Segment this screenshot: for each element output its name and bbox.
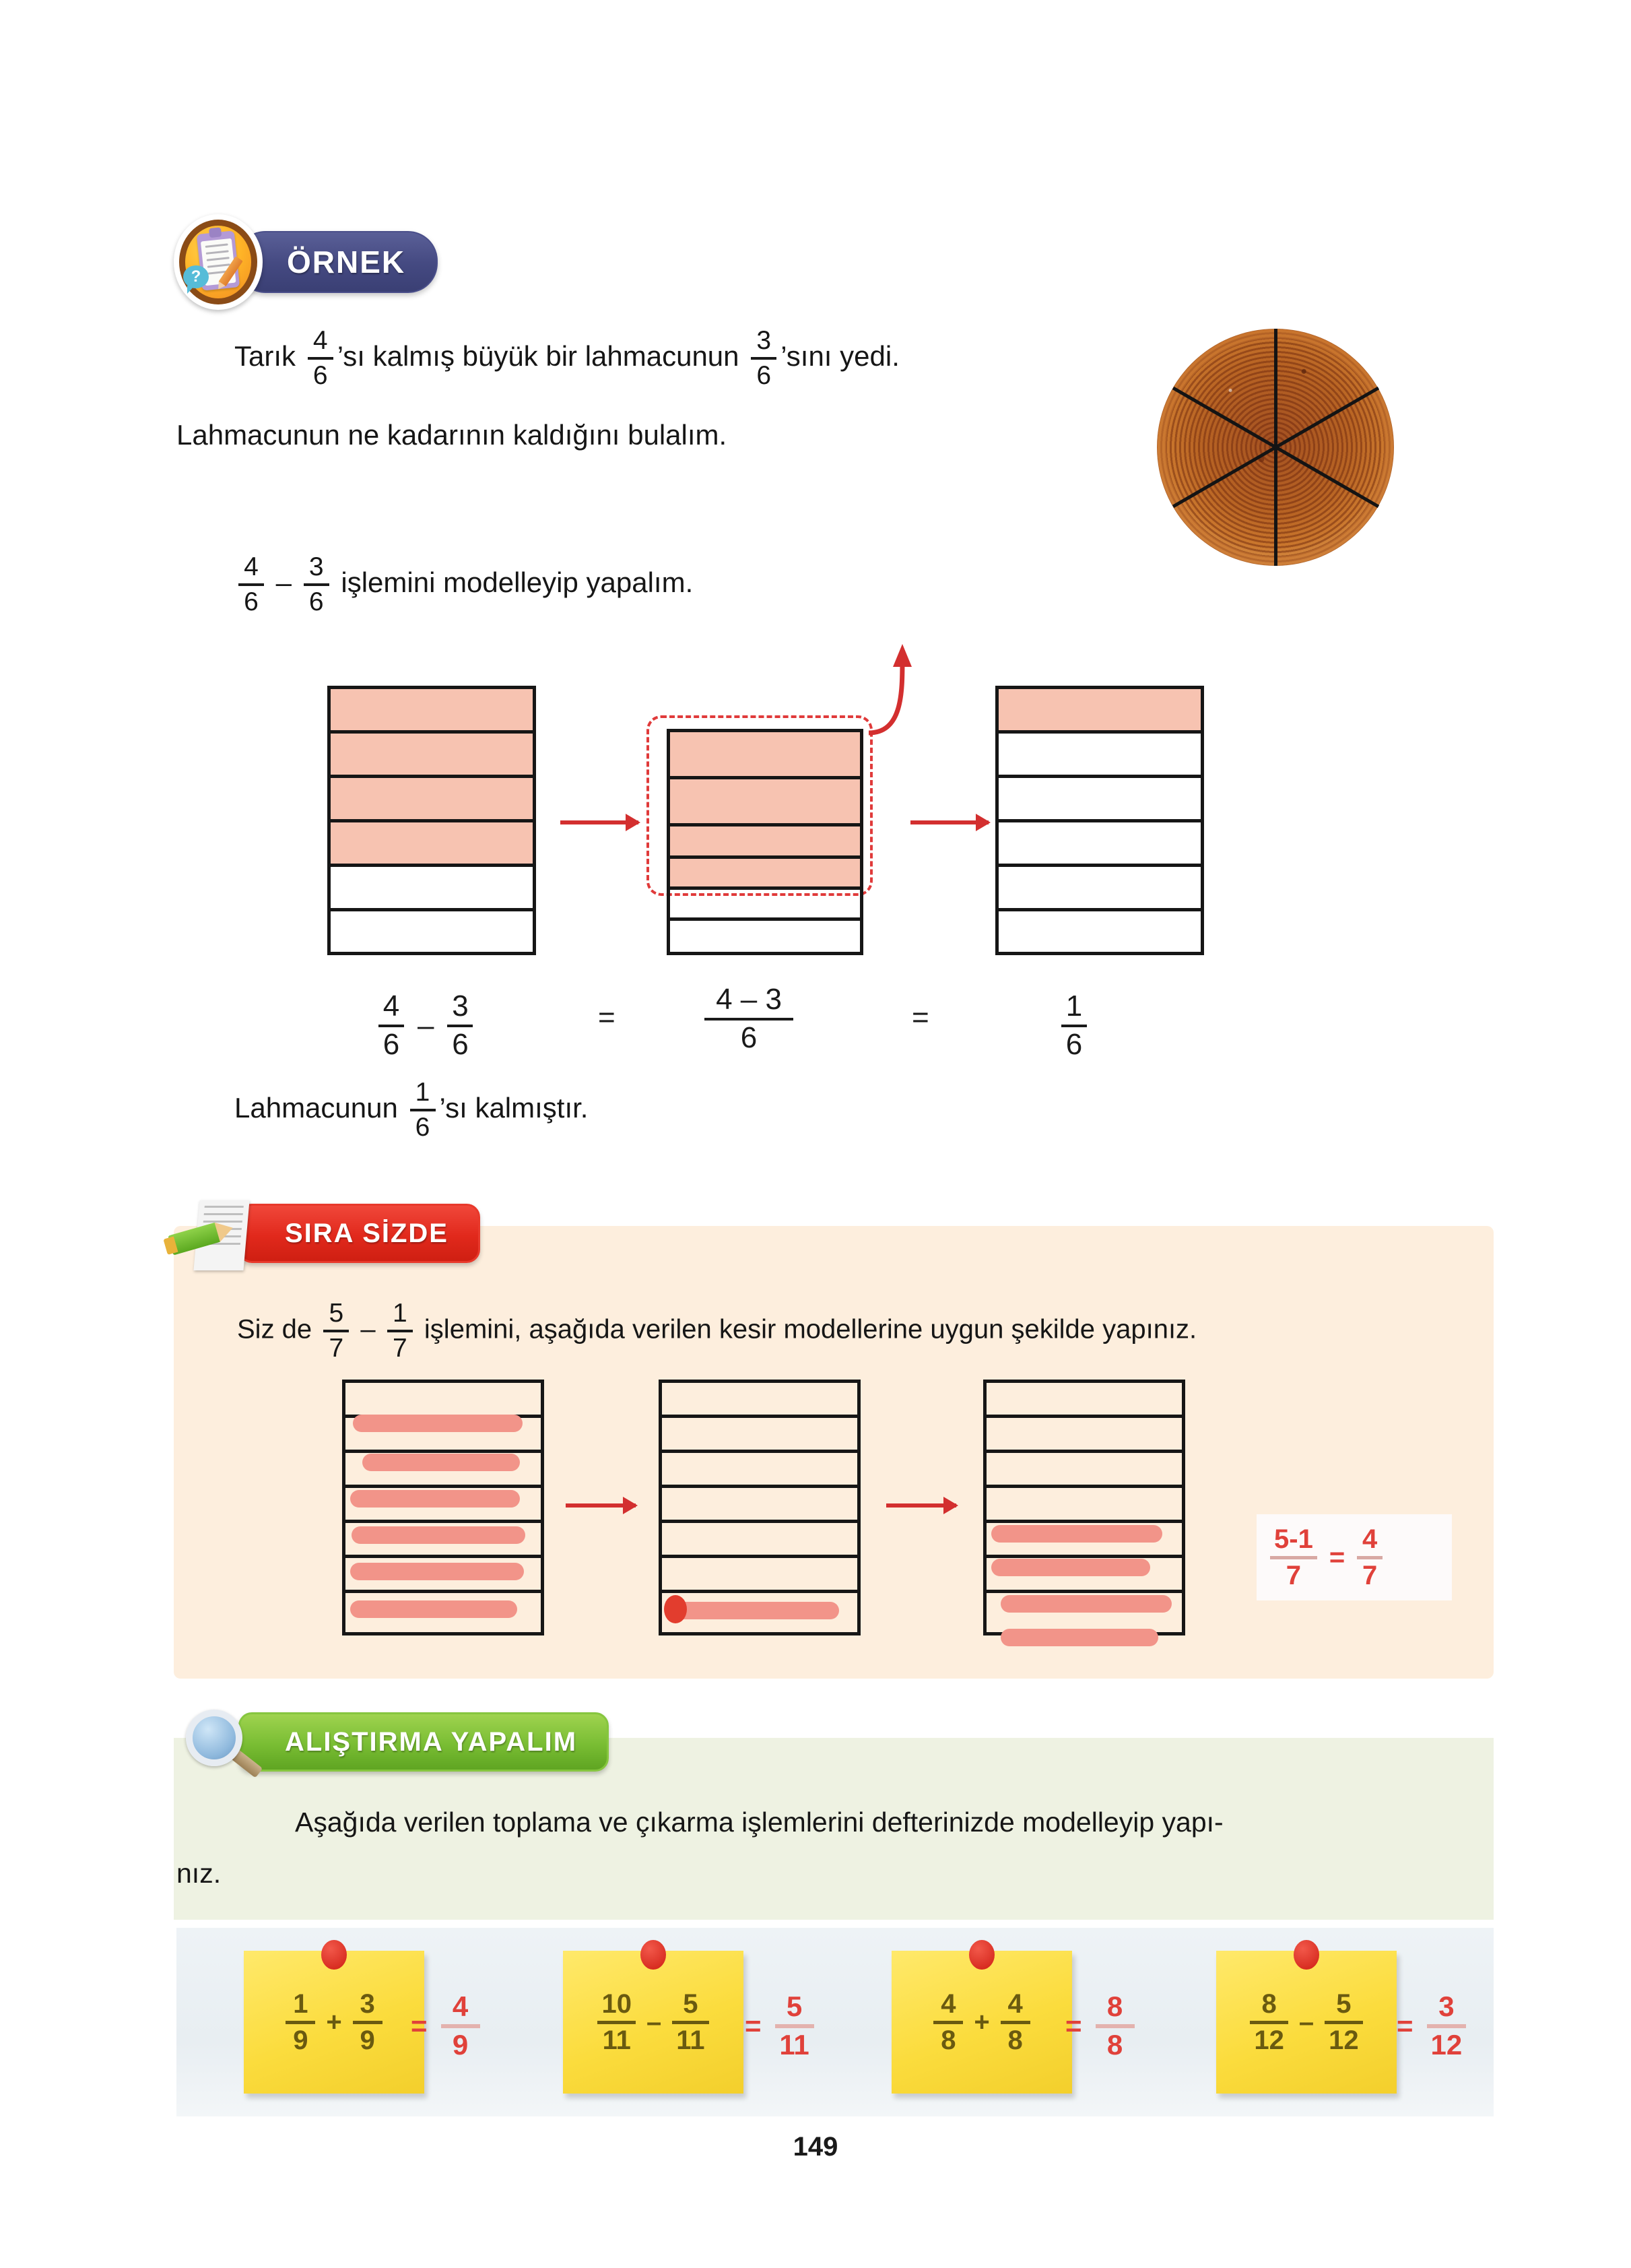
- ornek-banner: [174, 214, 438, 310]
- hand-fraction-right: 4 7: [1357, 1526, 1383, 1590]
- arrow-right-2: [910, 820, 989, 824]
- alistirma-instruction-line2: nız.: [176, 1858, 222, 1889]
- ornek-label: ÖRNEK: [287, 245, 406, 280]
- note4-operator: –: [1298, 2007, 1314, 2037]
- note1-fraction-b: 3 9: [353, 1990, 382, 2054]
- intro-operator: –: [275, 566, 292, 598]
- sira-sizde-banner: [174, 1194, 480, 1273]
- sira-bar-2: [659, 1380, 861, 1635]
- sira-bar3-stroke-2: [991, 1559, 1150, 1576]
- note-expression-3: [929, 1990, 1034, 2054]
- sira-stroke-1: [353, 1415, 523, 1432]
- model-bar-3: [995, 686, 1204, 955]
- note2-equals: =: [745, 2009, 762, 2042]
- sira-stroke-2: [362, 1454, 520, 1471]
- sentence-part-1: Tarık: [234, 339, 296, 372]
- clipboard-pencil-icon: [174, 214, 263, 310]
- eq-equals-2: =: [912, 1001, 929, 1034]
- model-bar-2-top: [667, 729, 863, 877]
- task-part-2: işlemini, aşağıda verilen kesir modellerine uygun şekilde yapınız.: [424, 1314, 1197, 1344]
- sira-sizde-ribbon: [238, 1204, 480, 1263]
- sira-stroke-3: [350, 1490, 520, 1508]
- model-bar-1: [327, 686, 536, 955]
- note4-equals: =: [1397, 2009, 1413, 2042]
- eq-fraction-d: $\frac{1}{6}$: [1061, 992, 1087, 1060]
- sira-handwritten-answer: [1257, 1514, 1452, 1600]
- sticky-note-4: [1216, 1951, 1397, 2094]
- alistirma-ribbon: [238, 1712, 609, 1772]
- sticky-notes-strip: [176, 1928, 1494, 2116]
- note4-fraction-a: 8 12: [1250, 1990, 1288, 2054]
- alistirma-banner: [176, 1704, 609, 1780]
- curved-callout-arrow: [855, 632, 950, 767]
- hand-fraction-left: 5-1 7: [1270, 1526, 1317, 1590]
- sira-bar2-blob: [664, 1595, 687, 1623]
- note1-operator: +: [326, 2007, 342, 2037]
- eq-fraction-c: $\frac{4 - 3}{6}$: [704, 985, 793, 1054]
- sira-bar2-stroke-1: [668, 1602, 839, 1619]
- intro-fraction-1: $\frac{4}{6}$: [238, 554, 264, 616]
- example-equation: [374, 992, 477, 1060]
- model-bar-2-bottom: [667, 855, 863, 955]
- note4-answer-fraction: 3 12: [1427, 1992, 1467, 2060]
- eq-fraction-b: $\frac{3}{6}$: [447, 992, 473, 1060]
- model-intro-line: [234, 554, 693, 616]
- pin-icon: [640, 1940, 666, 1970]
- notepad-pencil-icon: [174, 1194, 261, 1273]
- note1-equals: =: [411, 2009, 428, 2042]
- note-answer-3: [1065, 1992, 1139, 2060]
- task-operator: –: [360, 1314, 376, 1344]
- sira-stroke-4: [352, 1526, 525, 1544]
- sira-bar3-stroke-4: [1001, 1629, 1158, 1646]
- note3-fraction-b: 4 8: [1001, 1990, 1030, 2054]
- note-expression-2: [593, 1990, 712, 2054]
- sira-stroke-6: [350, 1600, 517, 1618]
- pin-icon: [321, 1940, 347, 1970]
- sira-sizde-label: SIRA SİZDE: [285, 1218, 448, 1248]
- arrow-right-1: [560, 820, 638, 824]
- example-sentence-line2: Lahmacunun ne kadarının kaldığını bulalım.: [176, 419, 727, 451]
- note-expression-1: [281, 1990, 386, 2054]
- conclusion-part-2: ’sı kalmıştır.: [439, 1091, 589, 1124]
- note2-fraction-a: 10 11: [597, 1990, 636, 2054]
- note1-answer-fraction: 4 9: [441, 1992, 480, 2060]
- sira-bar3-stroke-3: [1001, 1595, 1172, 1613]
- sticky-note-3: [892, 1951, 1072, 2094]
- conclusion-fraction: $\frac{1}{6}$: [410, 1079, 436, 1141]
- note2-answer-fraction: 5 11: [775, 1992, 814, 2060]
- note3-equals: =: [1065, 2009, 1082, 2042]
- intro-fraction-2: $\frac{3}{6}$: [304, 554, 329, 616]
- intro-text: işlemini modelleyip yapalım.: [341, 566, 694, 598]
- task-fraction-2: $\frac{1}{7}$: [387, 1300, 413, 1362]
- pin-icon: [1294, 1940, 1319, 1970]
- note4-fraction-b: 5 12: [1325, 1990, 1363, 2054]
- alistirma-instruction-line1: Aşağıda verilen toplama ve çıkarma işlemlerini defterinizde modelleyip yapı-: [295, 1807, 1224, 1838]
- ornek-label-plate: [236, 231, 438, 293]
- note2-fraction-b: 5 11: [672, 1990, 708, 2054]
- note1-fraction-a: 1 9: [286, 1990, 315, 2054]
- eq-equals-1: =: [598, 1001, 615, 1034]
- note3-fraction-a: 4 8: [933, 1990, 963, 2054]
- eq-minus: –: [418, 1008, 434, 1042]
- lahmacun-image: [1157, 329, 1394, 566]
- task-part-1: Siz de: [237, 1314, 312, 1344]
- task-fraction-1: $\frac{5}{7}$: [323, 1300, 349, 1362]
- question-bubble-icon: ?: [183, 265, 209, 288]
- fraction-4-over-6: $\frac{4}{6}$: [308, 327, 333, 389]
- example-conclusion: [234, 1079, 588, 1141]
- note3-operator: +: [974, 2007, 990, 2037]
- sira-arrow-1: [566, 1503, 636, 1508]
- sira-stroke-5: [350, 1563, 524, 1580]
- example-sentence: [234, 327, 1123, 389]
- page-number: 149: [793, 2132, 838, 2162]
- fraction-3-over-6: $\frac{3}{6}$: [751, 327, 776, 389]
- sira-arrow-2: [886, 1503, 956, 1508]
- note-expression-4: [1246, 1990, 1366, 2054]
- example-equation-middle: [700, 985, 797, 1054]
- note-answer-1: [411, 1992, 484, 2060]
- note-answer-4: [1397, 1992, 1470, 2060]
- eq-fraction-a: $\frac{4}{6}$: [378, 992, 404, 1060]
- alistirma-label: ALIŞTIRMA YAPALIM: [285, 1726, 578, 1757]
- sentence-part-2: ’sı kalmış büyük bir lahmacunun: [337, 339, 739, 372]
- sira-sizde-task: [237, 1300, 1197, 1362]
- magnifier-icon: [176, 1704, 261, 1780]
- note3-answer-fraction: 8 8: [1096, 1992, 1135, 2060]
- sticky-note-1: [244, 1951, 424, 2094]
- note-answer-2: [745, 1992, 818, 2060]
- conclusion-part-1: Lahmacunun: [234, 1091, 398, 1124]
- pin-icon: [969, 1940, 995, 1970]
- sira-bar3-stroke-1: [991, 1525, 1162, 1543]
- sticky-note-2: [563, 1951, 743, 2094]
- note2-operator: –: [646, 2007, 662, 2037]
- hand-equals: =: [1329, 1542, 1345, 1572]
- sentence-part-3: ’sını yedi.: [780, 339, 900, 372]
- example-equation-result: [1057, 992, 1091, 1060]
